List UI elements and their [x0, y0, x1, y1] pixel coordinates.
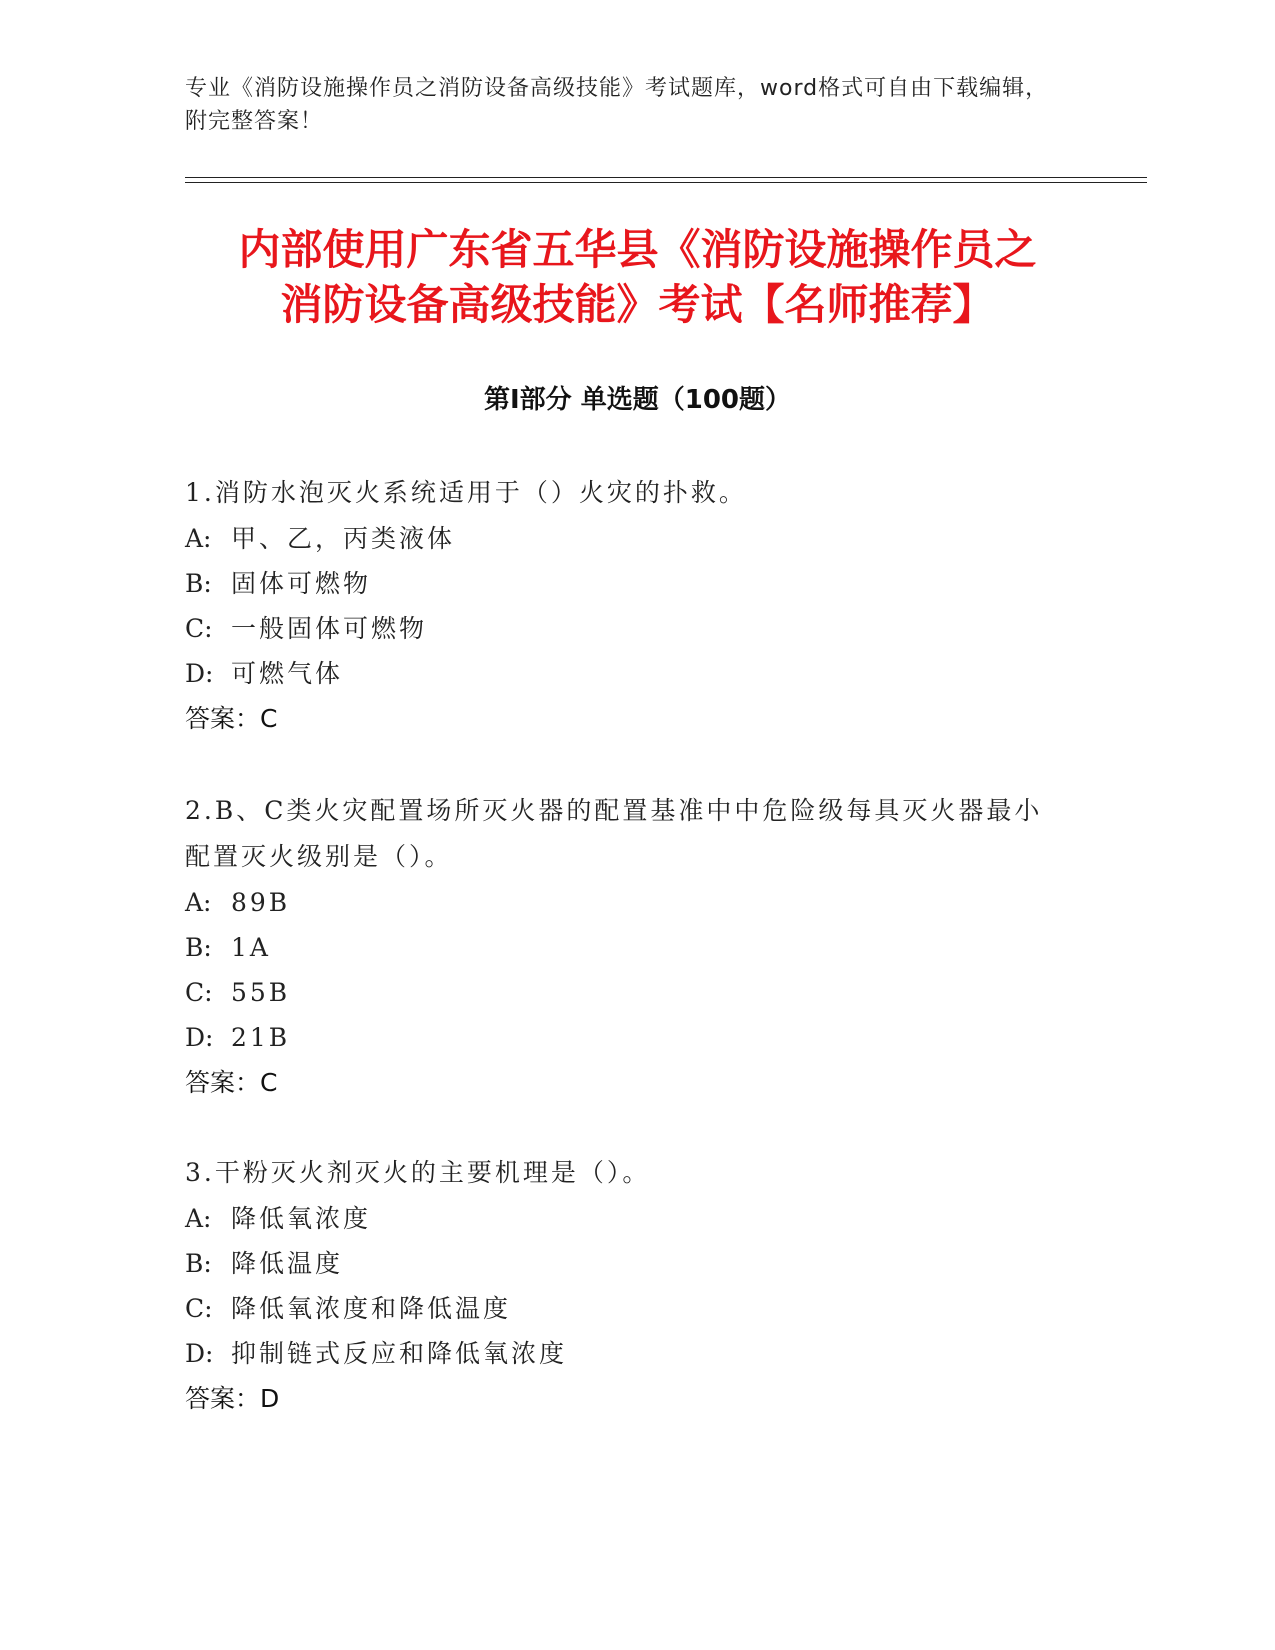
option-d	[185, 651, 1065, 696]
answer: 答案：C	[185, 704, 278, 733]
option-key: B:	[185, 1249, 212, 1278]
answer: 答案：C	[185, 1068, 278, 1097]
option-key: D:	[185, 1023, 214, 1052]
question-2	[185, 788, 1065, 1105]
option-text: 21B	[231, 1023, 291, 1052]
section-title: 第I部分 单选题（100题）	[484, 385, 791, 415]
option-text: 抑制链式反应和降低氧浓度	[231, 1339, 568, 1368]
option-text: 降低温度	[231, 1249, 344, 1278]
header-note: 专业《消防设施操作员之消防设备高级技能》考试题库，word格式可自由下载编辑，附完整答案！	[185, 76, 1049, 134]
option-text: 一般固体可燃物	[231, 614, 428, 643]
header-divider-top	[185, 177, 1147, 178]
document-title	[150, 222, 1125, 332]
option-a	[185, 516, 1065, 561]
option-b	[185, 925, 1065, 970]
option-a	[185, 880, 1065, 925]
option-text: 降低氧浓度和降低温度	[231, 1294, 512, 1323]
option-c	[185, 970, 1065, 1015]
option-d	[185, 1015, 1065, 1060]
option-b	[185, 1241, 1065, 1286]
option-c	[185, 1286, 1065, 1331]
option-text: 固体可燃物	[231, 569, 372, 598]
option-key: D:	[185, 659, 214, 688]
question-1	[185, 470, 1065, 741]
option-text: 89B	[231, 888, 291, 917]
option-key: B:	[185, 933, 212, 962]
question-3	[185, 1150, 1065, 1421]
option-key: B:	[185, 569, 212, 598]
option-key: C:	[185, 978, 213, 1007]
option-key: D:	[185, 1339, 214, 1368]
option-key: A:	[185, 888, 212, 917]
option-key: A:	[185, 524, 212, 553]
option-text: 降低氧浓度	[231, 1204, 372, 1233]
option-text: 甲、乙，丙类液体	[231, 524, 456, 553]
answer: 答案：D	[185, 1384, 280, 1413]
question-stem: 1.消防水泡灭火系统适用于（）火灾的扑救。	[185, 478, 747, 507]
option-text: 1A	[231, 933, 271, 962]
document-title-line-1: 内部使用广东省五华县《消防设施操作员之	[238, 225, 1037, 274]
option-a	[185, 1196, 1065, 1241]
option-d	[185, 1331, 1065, 1376]
option-c	[185, 606, 1065, 651]
document-title-line-2: 消防设备高级技能》考试【名师推荐】	[280, 280, 995, 329]
option-key: C:	[185, 1294, 213, 1323]
option-text: 55B	[231, 978, 291, 1007]
question-stem: 2.B、C类火灾配置场所灭火器的配置基准中中危险级每具灭火器最小配置灭火级别是（）。	[185, 796, 1043, 871]
option-b	[185, 561, 1065, 606]
header-divider-bottom	[185, 182, 1147, 183]
option-key: C:	[185, 614, 213, 643]
option-key: A:	[185, 1204, 212, 1233]
option-text: 可燃气体	[231, 659, 344, 688]
question-stem: 3.干粉灭火剂灭火的主要机理是（）。	[185, 1158, 651, 1187]
